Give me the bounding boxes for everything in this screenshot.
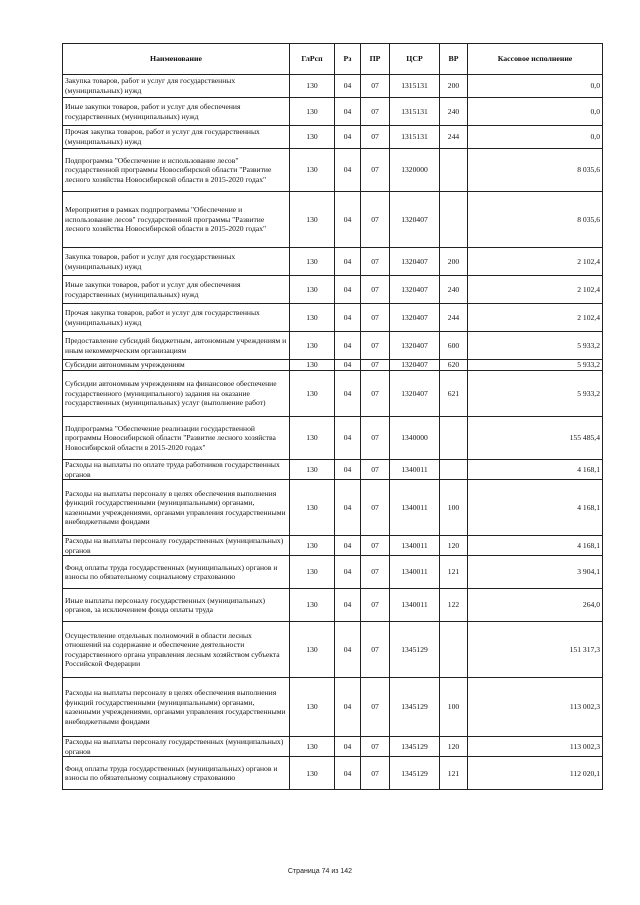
table-row (63, 536, 603, 556)
row-glrsp: 130 (290, 556, 335, 589)
row-glrsp: 130 (290, 75, 335, 98)
table-header-row (63, 44, 603, 75)
row-name: Субсидии автономным учреждениям (63, 360, 290, 371)
row-vr (440, 460, 468, 480)
row-glrsp: 130 (290, 678, 335, 737)
row-sum: 0,0 (468, 98, 603, 126)
row-rz: 04 (335, 737, 361, 757)
row-glrsp: 130 (290, 737, 335, 757)
table-row (63, 276, 603, 304)
row-csr: 1340011 (390, 460, 440, 480)
row-glrsp: 130 (290, 248, 335, 276)
row-name: Расходы на выплаты персоналу в целях обеспечения выполнения функций государственными (муниципальными) органами, казенными учреждениями, органами управления государственными внебюджетными фондами (63, 678, 290, 737)
row-glrsp: 130 (290, 536, 335, 556)
row-pr: 07 (361, 126, 390, 149)
row-sum: 151 317,3 (468, 622, 603, 678)
row-pr: 07 (361, 98, 390, 126)
row-csr: 1340011 (390, 556, 440, 589)
row-name: Расходы на выплаты по оплате труда работников государственных органов (63, 460, 290, 480)
row-rz: 04 (335, 622, 361, 678)
row-rz: 04 (335, 304, 361, 332)
row-csr: 1320407 (390, 304, 440, 332)
row-vr: 240 (440, 98, 468, 126)
row-rz: 04 (335, 536, 361, 556)
row-sum: 2 102,4 (468, 276, 603, 304)
row-csr: 1320407 (390, 192, 440, 248)
row-csr: 1320407 (390, 332, 440, 360)
row-sum: 5 933,2 (468, 371, 603, 417)
row-rz: 04 (335, 678, 361, 737)
row-csr: 1345129 (390, 622, 440, 678)
header-name: Наименование (63, 44, 290, 75)
header-csr: ЦСР (390, 44, 440, 75)
row-glrsp: 130 (290, 304, 335, 332)
row-csr: 1320407 (390, 371, 440, 417)
row-pr: 07 (361, 622, 390, 678)
row-sum: 113 002,3 (468, 737, 603, 757)
page-number: Страница 74 из 142 (287, 868, 353, 875)
table-row (63, 589, 603, 622)
row-name: Прочая закупка товаров, работ и услуг для государственных (муниципальных) нужд (63, 304, 290, 332)
row-vr: 120 (440, 536, 468, 556)
row-sum: 2 102,4 (468, 304, 603, 332)
row-pr: 07 (361, 75, 390, 98)
row-rz: 04 (335, 75, 361, 98)
row-sum: 0,0 (468, 126, 603, 149)
row-pr: 07 (361, 737, 390, 757)
header-sum: Кассовое исполнение (468, 44, 603, 75)
row-sum: 0,0 (468, 75, 603, 98)
row-sum: 3 904,1 (468, 556, 603, 589)
row-pr: 07 (361, 589, 390, 622)
header-pr: ПР (361, 44, 390, 75)
row-vr: 244 (440, 126, 468, 149)
row-name: Подпрограмма "Обеспечение и использование лесов" государственной программы Новосибирской области "Развитие лесного хозяйства Новосибирской области в 2015-2020 годах" (63, 149, 290, 192)
row-pr: 07 (361, 149, 390, 192)
row-name: Расходы на выплаты персоналу в целях обеспечения выполнения функций государственными (муниципальными) органами, казенными учреждениями, органами управления государственными внебюджетными фондами (63, 480, 290, 536)
row-sum: 4 168,1 (468, 460, 603, 480)
table-row (63, 126, 603, 149)
row-sum: 5 933,2 (468, 332, 603, 360)
row-glrsp: 130 (290, 126, 335, 149)
table-row (63, 737, 603, 757)
row-vr: 621 (440, 371, 468, 417)
row-csr: 1320000 (390, 149, 440, 192)
row-vr: 240 (440, 276, 468, 304)
row-rz: 04 (335, 332, 361, 360)
row-pr: 07 (361, 678, 390, 737)
row-rz: 04 (335, 360, 361, 371)
row-pr: 07 (361, 276, 390, 304)
row-csr: 1320407 (390, 276, 440, 304)
row-rz: 04 (335, 248, 361, 276)
row-name: Закупка товаров, работ и услуг для государственных (муниципальных) нужд (63, 248, 290, 276)
row-glrsp: 130 (290, 480, 335, 536)
row-csr: 1340011 (390, 536, 440, 556)
row-glrsp: 130 (290, 149, 335, 192)
row-glrsp: 130 (290, 757, 335, 790)
row-name: Осуществление отдельных полномочий в области лесных отношений на содержание и обеспечение деятельности государственного органа управления лесным хозяйством субъекта Российской Федерации (63, 622, 290, 678)
row-csr: 1345129 (390, 678, 440, 737)
table-row (63, 622, 603, 678)
row-rz: 04 (335, 757, 361, 790)
row-pr: 07 (361, 304, 390, 332)
row-csr: 1315131 (390, 126, 440, 149)
row-rz: 04 (335, 276, 361, 304)
row-vr: 200 (440, 75, 468, 98)
row-vr (440, 417, 468, 460)
row-sum: 264,0 (468, 589, 603, 622)
row-sum: 2 102,4 (468, 248, 603, 276)
row-name: Предоставление субсидий бюджетным, автономным учреждениям и иным некоммерческим организациям (63, 332, 290, 360)
row-vr (440, 622, 468, 678)
row-vr: 121 (440, 757, 468, 790)
row-rz: 04 (335, 98, 361, 126)
table-row (63, 757, 603, 790)
table-row (63, 304, 603, 332)
row-name: Мероприятия в рамках подпрограммы "Обеспечение и использование лесов" государственной программы "Развитие лесного хозяйства Новосибирской области в 2015-2020 годах" (63, 192, 290, 248)
row-sum: 4 168,1 (468, 536, 603, 556)
row-csr: 1315131 (390, 98, 440, 126)
row-glrsp: 130 (290, 360, 335, 371)
row-vr: 244 (440, 304, 468, 332)
row-rz: 04 (335, 460, 361, 480)
row-sum: 113 002,3 (468, 678, 603, 737)
row-glrsp: 130 (290, 589, 335, 622)
row-name: Фонд оплаты труда государственных (муниципальных) органов и взносы по обязательному социальному страхованию (63, 757, 290, 790)
row-name: Иные закупки товаров, работ и услуг для обеспечения государственных (муниципальных) нужд (63, 98, 290, 126)
table-row (63, 360, 603, 371)
table-row (63, 678, 603, 737)
row-glrsp: 130 (290, 98, 335, 126)
row-vr: 121 (440, 556, 468, 589)
row-rz: 04 (335, 417, 361, 460)
row-name: Фонд оплаты труда государственных (муниципальных) органов и взносы по обязательному социальному страхованию (63, 556, 290, 589)
table-row (63, 480, 603, 536)
row-glrsp: 130 (290, 622, 335, 678)
row-rz: 04 (335, 192, 361, 248)
table-row (63, 460, 603, 480)
row-vr: 600 (440, 332, 468, 360)
row-pr: 07 (361, 757, 390, 790)
row-csr: 1315131 (390, 75, 440, 98)
row-glrsp: 130 (290, 192, 335, 248)
table-row (63, 371, 603, 417)
row-glrsp: 130 (290, 276, 335, 304)
row-glrsp: 130 (290, 460, 335, 480)
row-rz: 04 (335, 480, 361, 536)
row-name: Субсидии автономным учреждениям на финансовое обеспечение государственного (муниципального) задания на оказание государственных (муниципальных) услуг (выполнение работ) (63, 371, 290, 417)
table-body (63, 75, 603, 790)
table-row (63, 332, 603, 360)
row-sum: 8 035,6 (468, 149, 603, 192)
row-vr: 120 (440, 737, 468, 757)
row-pr: 07 (361, 536, 390, 556)
row-rz: 04 (335, 589, 361, 622)
row-rz: 04 (335, 556, 361, 589)
row-csr: 1340000 (390, 417, 440, 460)
header-rz: Рз (335, 44, 361, 75)
row-name: Иные закупки товаров, работ и услуг для обеспечения государственных (муниципальных) нужд (63, 276, 290, 304)
row-vr: 122 (440, 589, 468, 622)
row-pr: 07 (361, 192, 390, 248)
row-sum: 112 020,1 (468, 757, 603, 790)
row-vr: 100 (440, 678, 468, 737)
table-row (63, 417, 603, 460)
row-vr: 620 (440, 360, 468, 371)
row-pr: 07 (361, 371, 390, 417)
row-csr: 1345129 (390, 737, 440, 757)
row-vr: 100 (440, 480, 468, 536)
row-csr: 1340011 (390, 589, 440, 622)
row-name: Подпрограмма "Обеспечение реализации государственной программы Новосибирской области "Развитие лесного хозяйства Новосибирской области в 2015-2020 годах" (63, 417, 290, 460)
row-sum: 4 168,1 (468, 480, 603, 536)
row-rz: 04 (335, 371, 361, 417)
row-rz: 04 (335, 126, 361, 149)
row-sum: 5 933,2 (468, 360, 603, 371)
row-csr: 1320407 (390, 360, 440, 371)
row-csr: 1320407 (390, 248, 440, 276)
row-pr: 07 (361, 360, 390, 371)
header-vr: ВР (440, 44, 468, 75)
table-row (63, 98, 603, 126)
row-pr: 07 (361, 556, 390, 589)
row-pr: 07 (361, 480, 390, 536)
row-name: Закупка товаров, работ и услуг для государственных (муниципальных) нужд (63, 75, 290, 98)
table-row (63, 556, 603, 589)
budget-execution-table (62, 43, 603, 790)
row-name: Расходы на выплаты персоналу государственных (муниципальных) органов (63, 737, 290, 757)
row-glrsp: 130 (290, 417, 335, 460)
table-row (63, 248, 603, 276)
table-row (63, 75, 603, 98)
row-glrsp: 130 (290, 371, 335, 417)
row-vr: 200 (440, 248, 468, 276)
table-row (63, 192, 603, 248)
row-pr: 07 (361, 460, 390, 480)
row-vr (440, 192, 468, 248)
row-csr: 1340011 (390, 480, 440, 536)
row-sum: 155 485,4 (468, 417, 603, 460)
table-row (63, 149, 603, 192)
row-vr (440, 149, 468, 192)
row-name: Прочая закупка товаров, работ и услуг для государственных (муниципальных) нужд (63, 126, 290, 149)
row-rz: 04 (335, 149, 361, 192)
row-name: Иные выплаты персоналу государственных (муниципальных) органов, за исключением фонда оплаты труда (63, 589, 290, 622)
row-csr: 1345129 (390, 757, 440, 790)
row-pr: 07 (361, 332, 390, 360)
row-pr: 07 (361, 417, 390, 460)
row-sum: 8 035,6 (468, 192, 603, 248)
row-glrsp: 130 (290, 332, 335, 360)
header-glrsp: ГлРсп (290, 44, 335, 75)
row-name: Расходы на выплаты персоналу государственных (муниципальных) органов (63, 536, 290, 556)
row-pr: 07 (361, 248, 390, 276)
